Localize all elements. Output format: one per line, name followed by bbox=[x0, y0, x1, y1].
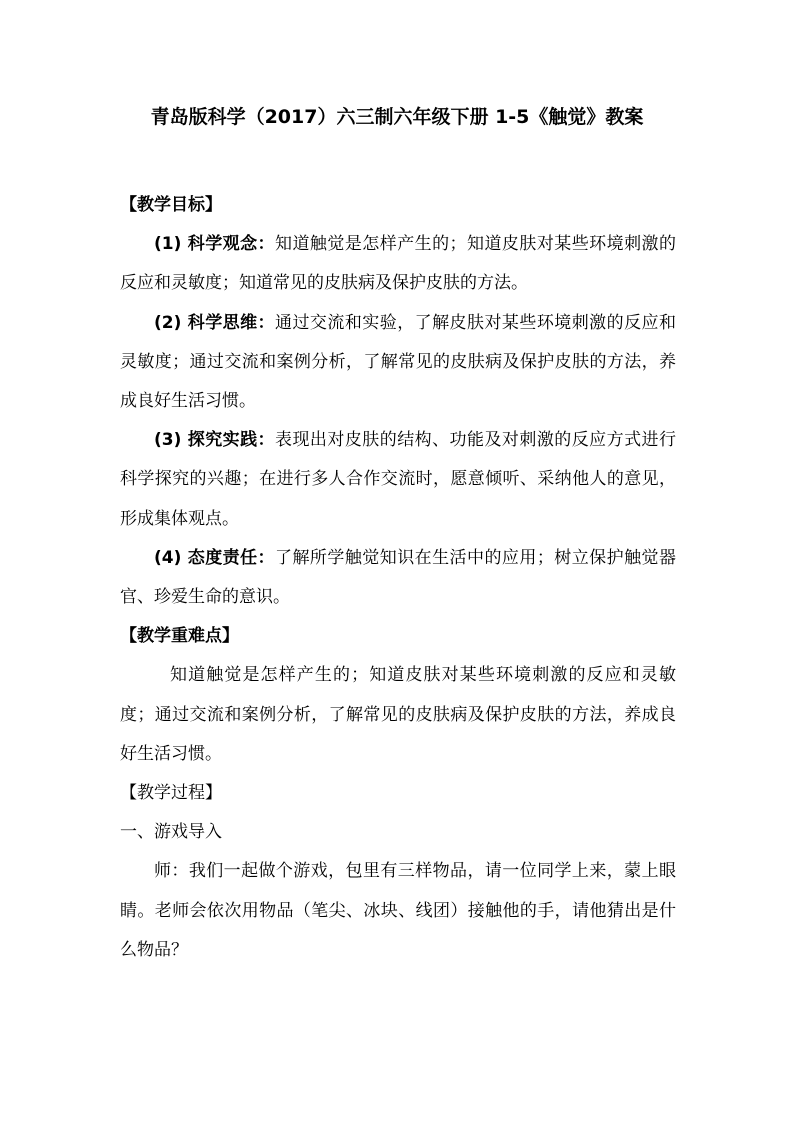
section-heading-goals: 【教学目标】 bbox=[120, 195, 222, 215]
goal-item-text: 表现出对皮肤的结构、功能及对刺激的反应方式进行科学探究的兴趣；在进行多人合作交流时，愿意倾听、采纳他人的意见，形成集体观点。 bbox=[120, 430, 676, 529]
process-paragraph: 师：我们一起做个游戏，包里有三样物品，请一位同学上来，蒙上眼睛。老师会依次用物品（笔尖、冰块、线团）接触他的手，请他猜出是什么物品？ bbox=[120, 861, 676, 960]
goal-item-2 bbox=[120, 304, 676, 422]
key-points-paragraph: 知道触觉是怎样产生的；知道皮肤对某些环境刺激的反应和灵敏度；通过交流和案例分析，了解常见的皮肤病及保护皮肤的方法，养成良好生活习惯。 bbox=[120, 665, 676, 764]
goal-item-text: 知道触觉是怎样产生的；知道皮肤对某些环境刺激的反应和灵敏度；知道常见的皮肤病及保护皮肤的方法。 bbox=[120, 234, 676, 294]
page-title: 青岛版科学（2017）六三制六年级下册 1-5《触觉》教案 bbox=[150, 106, 644, 128]
document-body bbox=[120, 186, 676, 970]
goal-item-4 bbox=[120, 539, 676, 617]
section-heading-key-points: 【教学重难点】 bbox=[120, 626, 239, 647]
goal-item-text: 通过交流和实验，了解皮肤对某些环境刺激的反应和灵敏度；通过交流和案例分析，了解常见的皮肤病及保护皮肤的方法，养成良好生活习惯。 bbox=[120, 312, 676, 412]
process-subheading: 一、游戏导入 bbox=[120, 822, 222, 843]
goal-item-lead: (2) 科学思维： bbox=[154, 312, 276, 333]
goal-item-lead: (1) 科学观念： bbox=[154, 234, 276, 255]
goal-item-1 bbox=[120, 225, 676, 303]
goal-item-3 bbox=[120, 421, 676, 539]
goal-item-text: 了解所学触觉知识在生活中的应用；树立保护触觉器官、珍爱生命的意识。 bbox=[120, 547, 676, 608]
goal-item-lead: (3) 探究实践： bbox=[154, 430, 276, 451]
goal-item-lead: (4) 态度责任： bbox=[154, 547, 276, 568]
section-heading-process: 【教学过程】 bbox=[120, 783, 222, 804]
